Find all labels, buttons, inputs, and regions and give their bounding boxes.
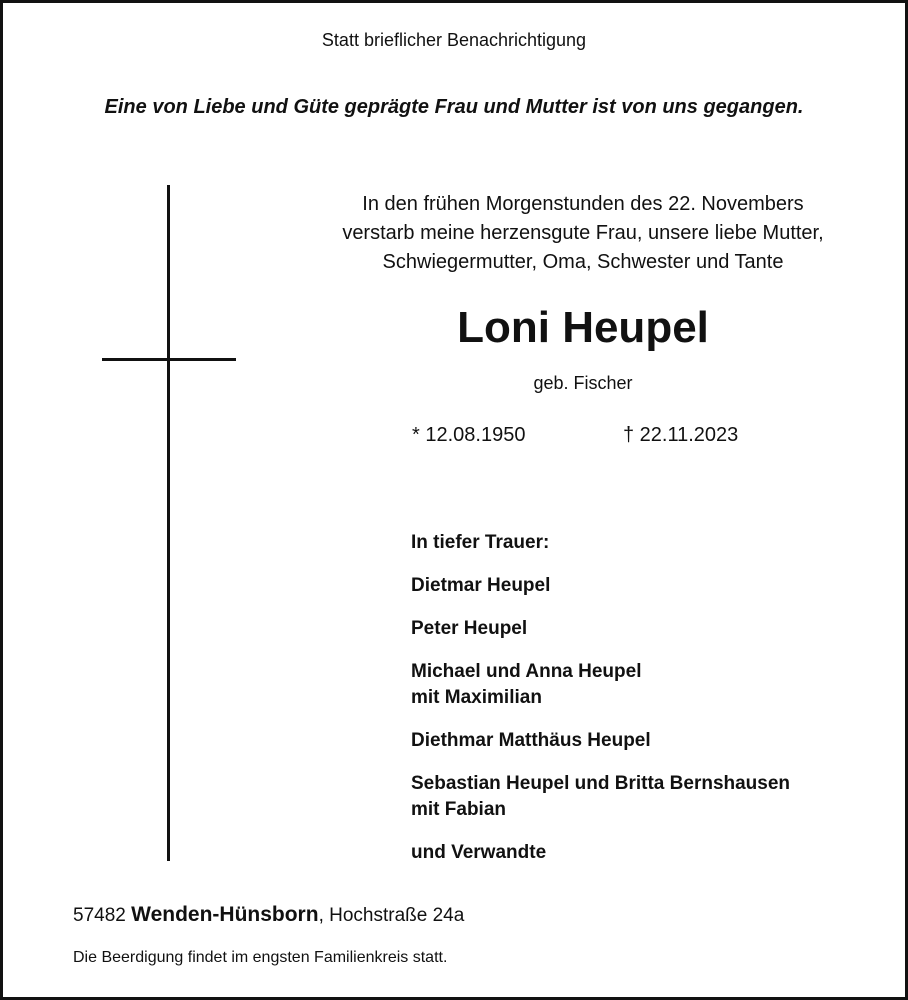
intro-line-1: In den frühen Morgenstunden des 22. Novembers <box>362 193 804 215</box>
postal-code: 57482 <box>73 905 126 926</box>
mourner-entry <box>411 616 790 642</box>
birth-date: * 12.08.1950 <box>412 424 526 446</box>
maiden-name: geb. Fischer <box>533 373 633 393</box>
funeral-note: Die Beerdigung findet im engsten Familienkreis statt. <box>73 949 448 966</box>
mourner-line: Peter Heupel <box>411 618 528 639</box>
header-note: Statt brieflicher Benachrichtigung <box>321 30 587 50</box>
mourner-line: Michael und Anna Heupel <box>411 661 642 682</box>
mourner-entry <box>411 659 790 711</box>
mourner-entry <box>411 573 790 599</box>
deceased-name: Loni Heupel <box>457 303 709 352</box>
mourner-entry <box>411 771 790 823</box>
mourners-heading: In tiefer Trauer: <box>411 532 550 553</box>
mourner-line: Diethmar Matthäus Heupel <box>411 730 651 751</box>
tagline: Eine von Liebe und Güte geprägte Frau und Mutter ist von uns gegangen. <box>104 96 804 118</box>
address <box>73 903 464 927</box>
mourner-line: Sebastian Heupel und Britta Bernshausen <box>411 773 791 794</box>
intro-line-3: Schwiegermutter, Oma, Schwester und Tante <box>382 251 784 273</box>
intro-text <box>293 190 873 277</box>
mourner-entry <box>411 840 790 866</box>
death-date: † 22.11.2023 <box>623 424 739 446</box>
cross-icon-crossbar <box>102 358 236 361</box>
mourners-list <box>411 530 790 883</box>
mourner-line: mit Fabian <box>411 799 507 820</box>
mourner-entry <box>411 728 790 754</box>
mourner-line: und Verwandte <box>411 842 547 863</box>
cross-icon <box>167 185 170 861</box>
mourner-line: Dietmar Heupel <box>411 575 551 596</box>
city: Wenden-Hünsborn <box>131 903 319 926</box>
intro-line-2: verstarb meine herzensgute Frau, unsere liebe Mutter, <box>342 222 824 244</box>
street: , Hochstraße 24a <box>318 905 465 926</box>
mourner-line: mit Maximilian <box>411 687 542 708</box>
